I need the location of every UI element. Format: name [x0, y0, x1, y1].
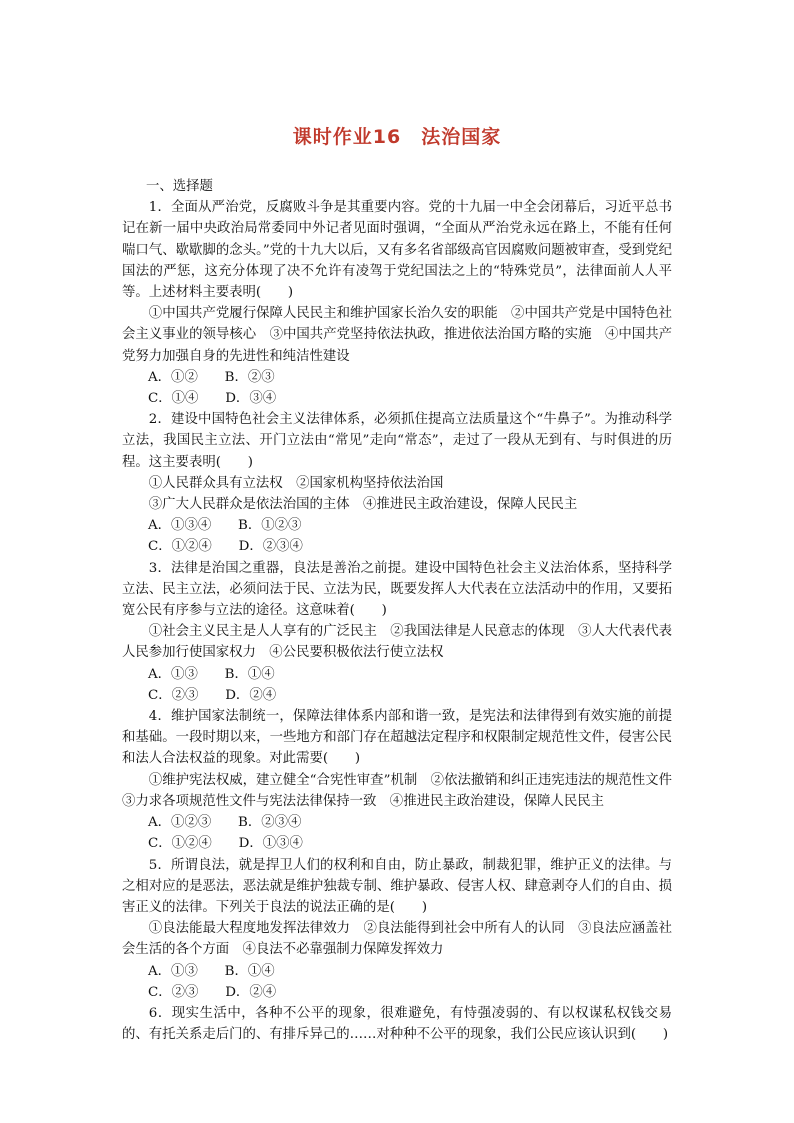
question-2 [122, 409, 672, 557]
question-stem: 5．所谓良法，就是捍卫人们的权利和自由，防止暴政，制裁犯罪，维护正义的法律。与之相对应的是恶法，恶法就是维护独裁专制、维护暴政、侵害人权、肆意剥夺人们的自由、损害正义的法律。下列关于良法的说法正确的是( ) [122, 857, 672, 915]
question-options: ①社会主义民主是人人享有的广泛民主 ②我国法律是人民意志的体现 ③人大代表代表人民参加行使国家权力 ④公民要积极依法行使立法权 [122, 624, 672, 661]
answer-line: C．②③ D．②④ [148, 687, 277, 703]
answer-line: C．①②④ D．②③④ [148, 539, 303, 555]
answer-line: C．②③ D．②④ [148, 984, 277, 1000]
question-list [122, 176, 686, 1045]
question-5 [122, 855, 672, 1003]
answer-line: A．①②③ B．②③④ [148, 815, 302, 831]
question-options: ①维护宪法权威，建立健全“合宪性审查”机制 ②依法撤销和纠正违宪违法的规范性文件 ③力求各项规范性文件与宪法法律保持一致 ④推进民主政治建设，保障人民民主 [122, 772, 686, 809]
answer-line: A．①③④ B．①②③ [148, 518, 302, 534]
question-stem: 2．建设中国特色社会主义法律体系，必须抓住提高立法质量这个“牛鼻子”。为推动科学立法，我国民主立法、开门立法由“常见”走向“常态”，走过了一段从无到有、与时俱进的历程。这主要表明( ) [122, 412, 672, 470]
question-4 [122, 706, 686, 854]
question-stem: 1．全面从严治党，反腐败斗争是其重要内容。党的十九届一中全会闭幕后，习近平总书记在新一届中央政治局常委同中外记者见面时强调，“全面从严治党永远在路上，不能有任何喘口气、歇歇脚的念头。”党的十九大以后，又有多名省部级高官因腐败问题被审查，受到党纪国法的严惩，这充分体现了决不允许有凌驾于党纪国法之上的“特殊党员”，法律面前人人平等。上述材料主要表明( ) [122, 200, 672, 301]
question-3 [122, 558, 672, 706]
answer-line: A．①② B．②③ [148, 369, 275, 385]
page-title: 课时作业16 法治国家 [292, 126, 502, 148]
question-options: ①良法能最大程度地发挥法律效力 ②良法能得到社会中所有人的认同 ③良法应涵盖社会生活的各个方面 ④良法不必靠强制力保障发挥效力 [122, 921, 672, 958]
question-1 [122, 197, 672, 409]
question-stem: 3．法律是治国之重器，良法是善治之前提。建设中国特色社会主义法治体系，坚持科学立法、民主立法，必须问法于民、立法为民，既要发挥人大代表在立法活动中的作用，又要拓宽公民有序参与立法的途径。这意味着( ) [122, 560, 672, 619]
answer-line: C．①②④ D．①③④ [148, 836, 303, 852]
question-options: ③广大人民群众是依法治国的主体 ④推进民主政治建设，保障人民民主 [148, 497, 578, 513]
question-options: ①中国共产党履行保障人民民主和维护国家长治久安的职能 ②中国共产党是中国特色社会主义事业的领导核心 ③中国共产党坚持依法执政，推进依法治国方略的实施 ④中国共产党努力加强自身的先进性和纯洁性建设 [122, 306, 672, 364]
question-options: ①人民群众具有立法权 ②国家机构坚持依法治国 [148, 475, 444, 491]
question-6 [122, 1003, 672, 1045]
answer-line: A．①③ B．①④ [148, 963, 275, 979]
answer-line: C．①④ D．③④ [148, 391, 277, 407]
answer-line: A．①③ B．①④ [148, 666, 275, 682]
section-label: 一、选择题 [146, 179, 213, 194]
question-stem: 4．维护国家法制统一，保障法律体系内部和谐一致，是宪法和法律得到有效实施的前提和基础。一段时期以来，一些地方和部门存在超越法定程序和权限制定规范性文件，侵害公民和法人合法权益的现象。对此需要( ) [122, 709, 672, 767]
question-stem: 6．现实生活中，各种不公平的现象，很难避免，有恃强凌弱的、有以权谋私权钱交易的、有托关系走后门的、有排斥异己的……对种种不公平的现象，我们公民应该认识到( ) [122, 1005, 672, 1043]
